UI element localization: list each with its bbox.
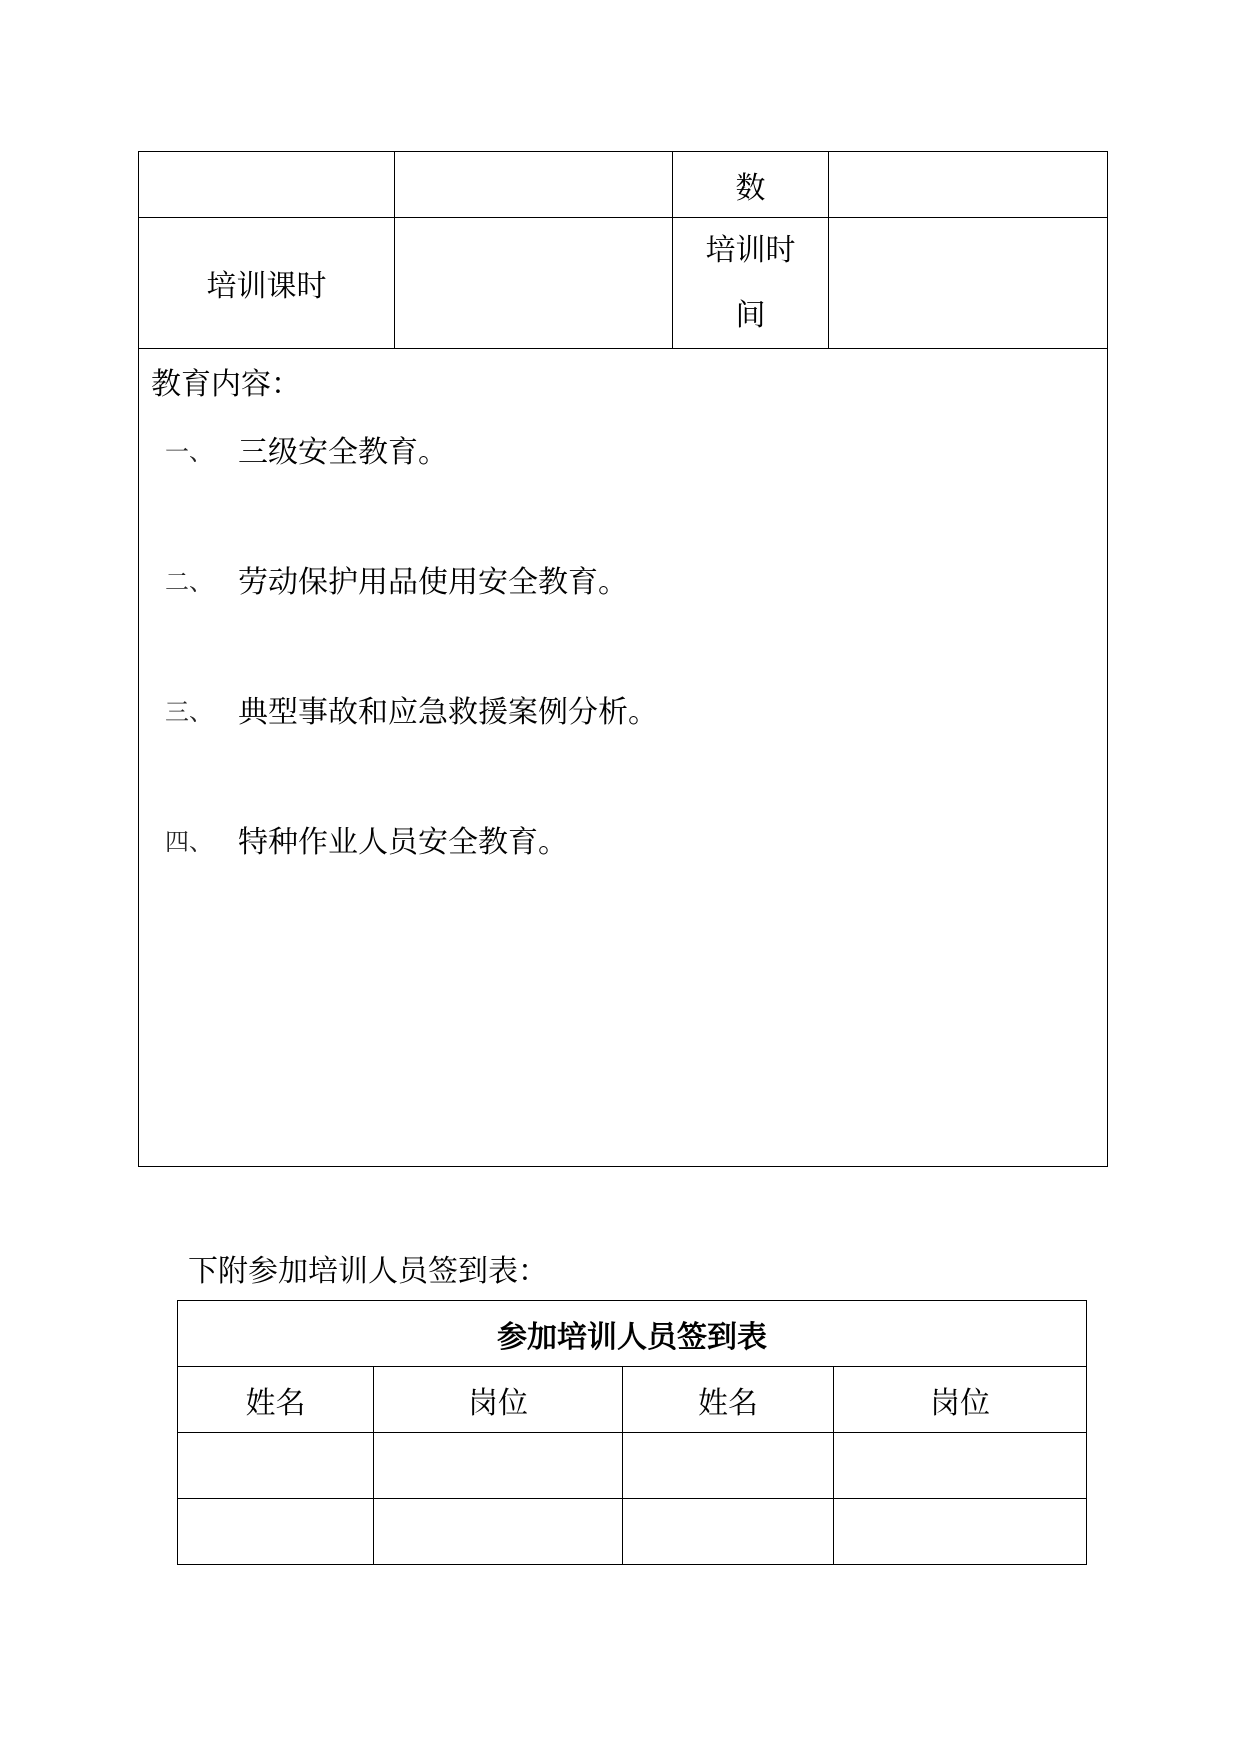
signin-name-cell[interactable] <box>178 1499 374 1565</box>
signin-title-row <box>178 1301 1087 1367</box>
signin-name-cell[interactable] <box>623 1499 834 1565</box>
training-time-label <box>673 218 829 349</box>
training-time-label-line2: 间 <box>735 298 766 333</box>
list-item-text: 特种作业人员安全教育。 <box>238 825 568 860</box>
empty-cell <box>139 152 395 218</box>
training-info-table <box>138 151 1108 1167</box>
training-hours-value <box>395 218 673 349</box>
training-time-label-line1: 培训时 <box>705 233 796 268</box>
signin-position-cell[interactable] <box>374 1433 623 1499</box>
signin-position-cell[interactable] <box>834 1433 1087 1499</box>
header-position: 岗位 <box>374 1367 623 1433</box>
table-row <box>178 1499 1087 1565</box>
signin-name-cell[interactable] <box>178 1433 374 1499</box>
signin-table <box>177 1300 1087 1565</box>
training-time-value <box>829 218 1108 349</box>
list-item-text: 典型事故和应急救援案例分析。 <box>238 695 658 730</box>
empty-cell <box>395 152 673 218</box>
header-position: 岗位 <box>834 1367 1087 1433</box>
signin-header-row <box>178 1367 1087 1433</box>
info-row-content <box>139 349 1108 1167</box>
list-item <box>151 687 1107 731</box>
table-row <box>178 1433 1087 1499</box>
header-name: 姓名 <box>623 1367 834 1433</box>
signin-caption: 下附参加培训人员签到表： <box>188 1254 548 1289</box>
signin-name-cell[interactable] <box>623 1433 834 1499</box>
signin-position-cell[interactable] <box>834 1499 1087 1565</box>
header-name: 姓名 <box>178 1367 374 1433</box>
list-item-number: 一、 <box>165 437 213 466</box>
training-hours-label: 培训课时 <box>139 218 395 349</box>
list-item-number: 二、 <box>165 567 213 596</box>
list-item-number: 三、 <box>165 697 213 726</box>
list-item <box>151 557 1107 601</box>
list-item <box>151 427 1107 471</box>
list-item-text: 三级安全教育。 <box>238 435 448 470</box>
info-row-hours <box>139 218 1108 349</box>
education-content-cell <box>139 349 1108 1167</box>
education-content <box>139 349 1107 861</box>
signin-table-title: 参加培训人员签到表 <box>178 1301 1087 1367</box>
education-content-title: 教育内容： <box>151 367 301 402</box>
number-label-cell: 数 <box>673 152 829 218</box>
info-row-top <box>139 152 1108 218</box>
empty-cell <box>829 152 1108 218</box>
list-item-text: 劳动保护用品使用安全教育。 <box>238 565 628 600</box>
signin-position-cell[interactable] <box>374 1499 623 1565</box>
list-item <box>151 817 1107 861</box>
list-item-number: 四、 <box>165 827 213 856</box>
